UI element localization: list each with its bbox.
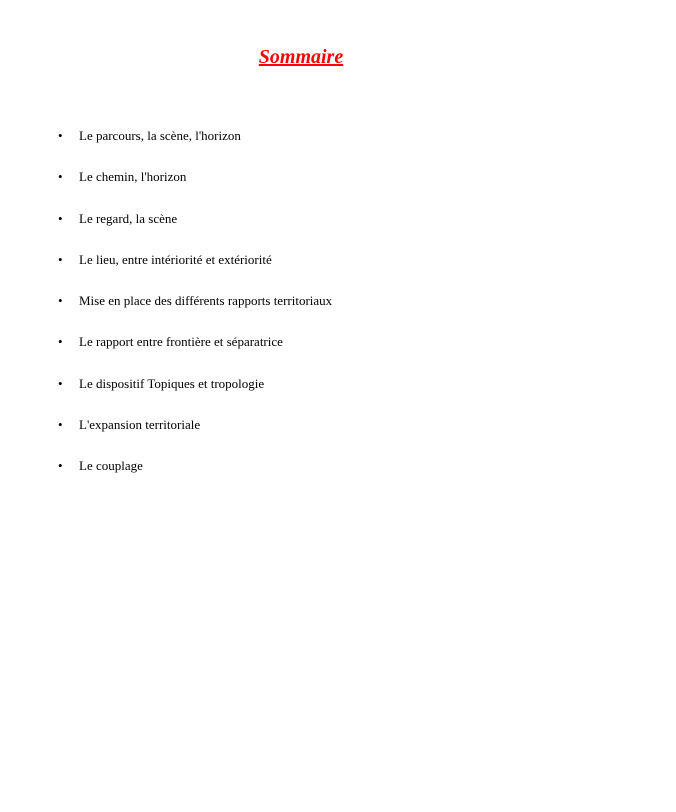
bullet-icon: •: [58, 375, 63, 391]
toc-item[interactable]: [58, 210, 332, 228]
bullet-icon: •: [58, 210, 63, 226]
bullet-icon: •: [58, 417, 63, 433]
toc-item-label[interactable]: Le regard, la scène: [79, 210, 178, 226]
toc-item[interactable]: [58, 457, 332, 475]
bullet-icon: •: [58, 251, 63, 267]
bullet-icon: •: [58, 334, 63, 350]
toc-item[interactable]: [58, 251, 332, 269]
page-title: Sommaire: [258, 46, 344, 68]
bullet-icon: •: [58, 128, 63, 143]
toc-item-label[interactable]: Le parcours, la scène, l'horizon: [79, 128, 241, 143]
table-of-contents: [58, 127, 332, 499]
bullet-icon: •: [58, 169, 63, 185]
toc-item-label[interactable]: Le couplage: [79, 458, 143, 474]
toc-item[interactable]: [58, 416, 332, 434]
toc-item[interactable]: [58, 127, 332, 145]
toc-item-label[interactable]: Le rapport entre frontière et séparatrice: [79, 334, 283, 350]
toc-item[interactable]: [58, 333, 332, 351]
toc-item[interactable]: [58, 168, 332, 186]
toc-item-label[interactable]: Le lieu, entre intériorité et extériorité: [79, 251, 272, 267]
toc-item-label[interactable]: L'expansion territoriale: [79, 417, 201, 433]
bullet-icon: •: [58, 458, 63, 474]
toc-item-label[interactable]: Mise en place des différents rapports territoriaux: [79, 293, 333, 309]
toc-item[interactable]: [58, 292, 332, 310]
toc-item[interactable]: [58, 375, 332, 393]
toc-item-label[interactable]: Le dispositif Topiques et tropologie: [79, 375, 265, 391]
bullet-icon: •: [58, 293, 63, 309]
toc-item-label[interactable]: Le chemin, l'horizon: [79, 169, 187, 185]
